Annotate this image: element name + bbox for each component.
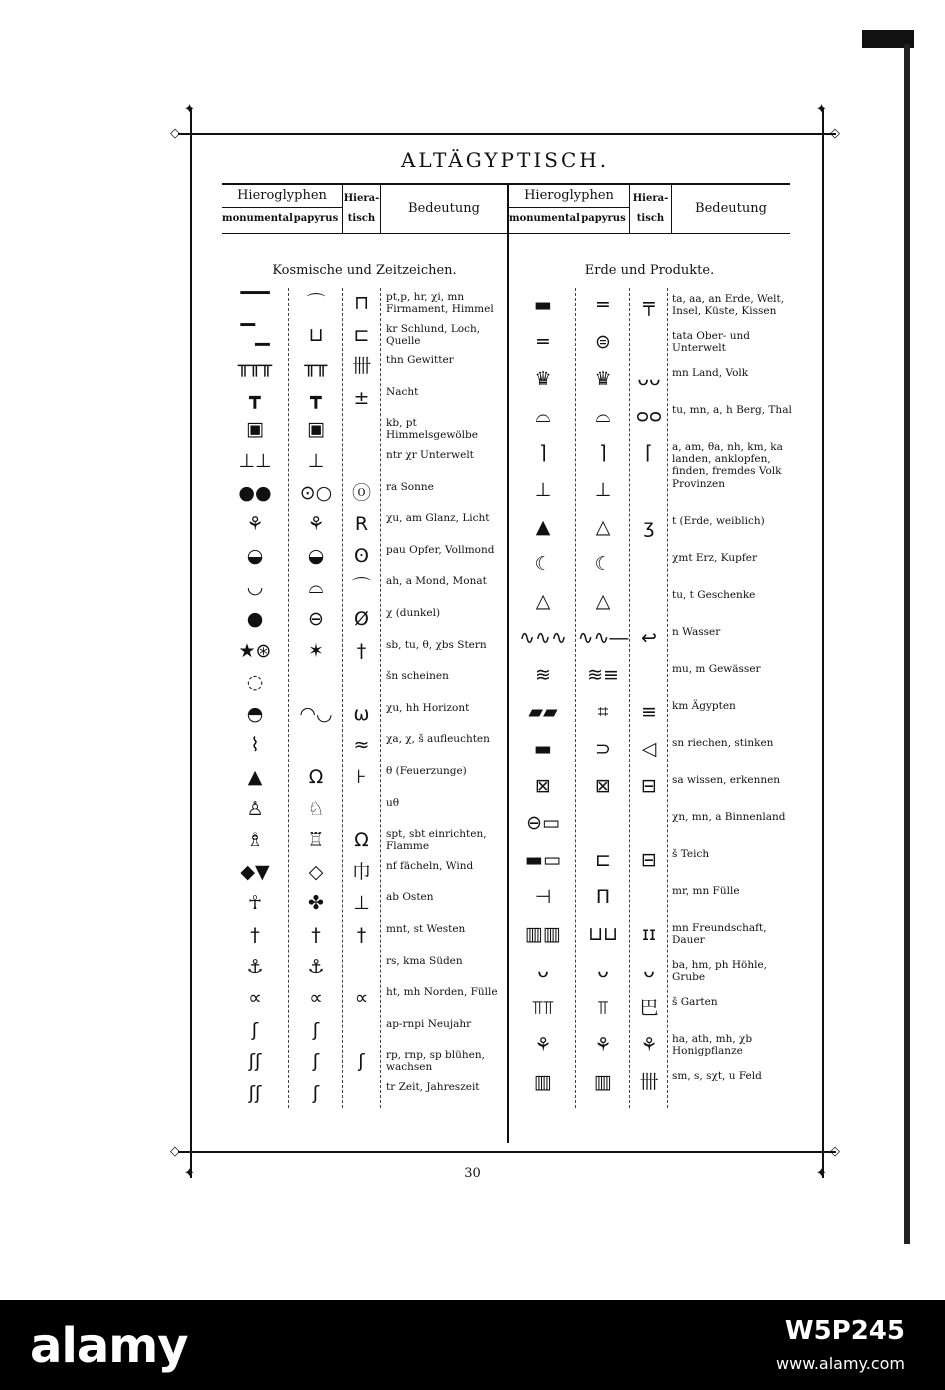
table-row bbox=[0, 292, 945, 318]
header-tisch: tisch bbox=[636, 213, 665, 224]
hieratic-glyph: ⌒ bbox=[351, 576, 371, 599]
table-row bbox=[0, 1032, 945, 1058]
monumental-glyph: ◓ bbox=[246, 702, 264, 725]
meaning-text: χa, χ, š aufleuchten bbox=[386, 733, 490, 746]
hieratic-glyph: ʒ bbox=[643, 516, 655, 538]
monumental-glyph: ▬▭ bbox=[525, 849, 561, 871]
papyrus-glyph: ╥╥ bbox=[304, 355, 328, 378]
hieratic-glyph: ≡ bbox=[641, 701, 657, 723]
meaning-text: mnt, st Westen bbox=[386, 923, 466, 935]
papyrus-glyph: ♛ bbox=[594, 368, 612, 390]
monumental-glyph: ◡ bbox=[246, 576, 264, 599]
table-row bbox=[0, 921, 945, 947]
table-row bbox=[0, 477, 945, 503]
monumental-glyph: ╥╥╥ bbox=[237, 355, 273, 378]
meaning-text: mn Land, Volk bbox=[672, 367, 749, 379]
papyrus-glyph: ⌉ bbox=[599, 442, 607, 464]
table-row bbox=[0, 736, 945, 762]
monumental-glyph: ʃ bbox=[251, 1018, 259, 1041]
hieratic-glyph: ɪɪ bbox=[641, 923, 657, 945]
papyrus-glyph: ʃ bbox=[312, 1018, 320, 1041]
header-tisch: tisch bbox=[347, 213, 376, 224]
monumental-glyph: ═ bbox=[537, 331, 549, 353]
monumental-glyph: ┳ bbox=[249, 386, 261, 409]
hieratic-glyph: † bbox=[356, 924, 367, 946]
papyrus-glyph: △ bbox=[595, 590, 611, 612]
monumental-glyph: ♛ bbox=[534, 368, 552, 390]
meaning-text: ba, hm, ph Höhle, Grube bbox=[672, 959, 768, 983]
monumental-glyph: ⚓ bbox=[246, 955, 264, 978]
meaning-text: ha, ath, mh, χb Honigpflanze bbox=[672, 1033, 753, 1057]
header-hieroglyphen: Hieroglyphen bbox=[237, 188, 327, 203]
header-hiera: Hiera- bbox=[343, 193, 380, 204]
monumental-glyph: ★⊛ bbox=[238, 639, 272, 662]
meaning-text: mr, mn Fülle bbox=[672, 885, 740, 897]
frame-top-border bbox=[178, 133, 836, 135]
papyrus-glyph: ◠◡ bbox=[299, 702, 333, 725]
page-title: ALTÄGYPTISCH. bbox=[400, 148, 610, 172]
monumental-glyph: △ bbox=[535, 590, 551, 612]
meaning-text: km Ägypten bbox=[672, 700, 736, 712]
monumental-glyph: ⫪⫪ bbox=[532, 997, 554, 1019]
monumental-glyph: ◌ bbox=[246, 671, 264, 694]
hieratic-glyph: 巴 bbox=[639, 997, 659, 1019]
hieratic-glyph: ⊓ bbox=[354, 292, 369, 314]
hieratic-glyph: ᴗ bbox=[643, 960, 655, 982]
meaning-text: mn Freundschaft, Dauer bbox=[672, 922, 767, 946]
hieratic-glyph: Ω bbox=[354, 829, 369, 852]
papyrus-glyph: ⌗ bbox=[597, 701, 609, 723]
meaning-text: Nacht bbox=[386, 385, 419, 398]
papyrus-glyph: Π bbox=[595, 886, 611, 908]
monumental-glyph: ⚘ bbox=[246, 513, 264, 536]
monumental-glyph: ⌓ bbox=[535, 405, 551, 427]
hieratic-glyph: 卌 bbox=[351, 355, 371, 378]
hieratic-glyph: ± bbox=[353, 386, 370, 409]
table-row bbox=[0, 810, 945, 836]
monumental-glyph: ▰▰ bbox=[528, 701, 558, 723]
meaning-text: ap-rnpi Neujahr bbox=[386, 1017, 472, 1030]
monumental-glyph: ● bbox=[246, 608, 264, 630]
hieratic-glyph: ᴗᴗ bbox=[637, 368, 661, 390]
table-row bbox=[0, 329, 945, 355]
papyrus-glyph: ∿∿― bbox=[577, 627, 629, 649]
hieratic-glyph: † bbox=[356, 639, 367, 662]
meaning-text: š Garten bbox=[672, 996, 718, 1008]
monumental-glyph: ◆▼ bbox=[240, 860, 270, 883]
meaning-text: rs, kma Süden bbox=[386, 954, 463, 967]
corner-ornament: ✦ bbox=[816, 102, 827, 117]
papyrus-glyph: ⊖ bbox=[308, 608, 324, 630]
papyrus-glyph: † bbox=[311, 924, 321, 946]
section-title-left: Kosmische und Zeitzeichen. bbox=[272, 263, 457, 278]
meaning-text: ab Osten bbox=[386, 891, 434, 904]
meaning-text: χ (dunkel) bbox=[386, 607, 441, 619]
papyrus-glyph: ⊙○ bbox=[299, 481, 333, 504]
papyrus-glyph: ◇ bbox=[308, 860, 324, 883]
monumental-glyph: ♗ bbox=[246, 829, 264, 852]
papyrus-glyph: ◒ bbox=[307, 544, 325, 567]
table-row bbox=[0, 773, 945, 799]
papyrus-glyph: ✶ bbox=[308, 639, 324, 662]
header-monumental: monumental bbox=[509, 213, 580, 224]
papyrus-glyph: ʃ bbox=[312, 1082, 320, 1104]
meaning-text: tr Zeit, Jahreszeit bbox=[386, 1081, 480, 1093]
meaning-text: a, am, θa, nh, km, ka landen, anklopfen, finden, fremdes Volk bbox=[672, 441, 783, 477]
hieratic-glyph: ⊥ bbox=[353, 892, 370, 915]
monumental-glyph: ʃʃ bbox=[248, 1050, 262, 1073]
monumental-glyph: ▔▁ bbox=[240, 323, 270, 346]
hieratic-glyph: R bbox=[354, 513, 369, 536]
meaning-text: nf fächeln, Wind bbox=[386, 859, 474, 872]
table-row bbox=[0, 403, 945, 429]
papyrus-glyph: ⊜ bbox=[595, 331, 611, 353]
table-row bbox=[0, 884, 945, 910]
monumental-glyph: ▬ bbox=[534, 738, 552, 760]
header-bedeutung: Bedeutung bbox=[408, 201, 480, 216]
meaning-text: spt, sbt einrichten, Flamme bbox=[386, 828, 487, 853]
monumental-glyph: ⌇ bbox=[250, 734, 260, 757]
page-number: 30 bbox=[464, 1166, 481, 1181]
meaning-text: pau Opfer, Vollmond bbox=[386, 543, 495, 556]
table-row bbox=[0, 847, 945, 873]
papyrus-glyph: ⚘ bbox=[594, 1034, 612, 1056]
monumental-glyph: ≋ bbox=[535, 664, 551, 686]
papyrus-glyph: ⊠ bbox=[595, 775, 611, 797]
meaning-text: θ (Feuerzunge) bbox=[386, 765, 467, 777]
papyrus-glyph: ⌓ bbox=[595, 405, 611, 427]
meaning-text: sb, tu, θ, χbs Stern bbox=[386, 638, 487, 651]
hieratic-glyph: ↩ bbox=[641, 627, 657, 649]
hieratic-glyph: ╤ bbox=[643, 294, 655, 316]
papyrus-glyph: ▣ bbox=[307, 418, 325, 441]
papyrus-glyph: ☾ bbox=[594, 553, 612, 575]
papyrus-glyph: ┳ bbox=[310, 386, 322, 409]
monumental-glyph: ᴗ bbox=[537, 960, 549, 982]
table-row bbox=[0, 995, 945, 1021]
table-row bbox=[0, 958, 945, 984]
meaning-text: thn Gewitter bbox=[386, 354, 454, 367]
papyrus-glyph: ʃ bbox=[312, 1050, 320, 1073]
meaning-text: šn scheinen bbox=[386, 670, 449, 683]
papyrus-glyph: ᴗ bbox=[597, 960, 609, 982]
hieratic-glyph: 卌 bbox=[639, 1071, 659, 1093]
monumental-glyph: ●● bbox=[238, 481, 272, 504]
monumental-glyph: ▲ bbox=[535, 516, 551, 538]
meaning-text: χn, mn, a Binnenland bbox=[672, 811, 786, 823]
meaning-text: ah, a Mond, Monat bbox=[386, 575, 487, 588]
table-header-mid-rule bbox=[509, 207, 629, 208]
papyrus-glyph: ♘ bbox=[307, 797, 325, 820]
hieratic-glyph: ⚘ bbox=[640, 1034, 658, 1056]
papyrus-glyph: ⊃ bbox=[595, 738, 611, 760]
frame-bottom-border bbox=[178, 1151, 836, 1153]
monumental-glyph: ⊥ bbox=[534, 479, 552, 501]
papyrus-glyph: ⌓ bbox=[308, 576, 324, 599]
monumental-glyph: ⌉ bbox=[539, 442, 547, 464]
monumental-glyph: ▥ bbox=[534, 1071, 552, 1093]
papyrus-glyph: ⊔⊔ bbox=[588, 923, 618, 945]
hieratic-glyph: ⌈ bbox=[645, 442, 653, 464]
papyrus-glyph: ⊥ bbox=[307, 450, 325, 472]
table-row bbox=[0, 699, 945, 725]
monumental-glyph: ☾ bbox=[534, 553, 552, 575]
meaning-text: χu, am Glanz, Licht bbox=[386, 512, 490, 525]
hieratic-glyph: ⊏ bbox=[353, 323, 370, 346]
meaning-text: sn riechen, stinken bbox=[672, 737, 774, 749]
papyrus-glyph: ⚘ bbox=[307, 513, 325, 536]
hieratic-glyph: ʘ bbox=[354, 544, 369, 567]
corner-ornament: ◇ bbox=[170, 1144, 180, 1159]
table-row bbox=[0, 366, 945, 392]
table-row bbox=[0, 551, 945, 577]
meaning-text: χmt Erz, Kupfer bbox=[672, 552, 757, 564]
papyrus-glyph: ✤ bbox=[308, 892, 324, 915]
hieratic-glyph: ʃ bbox=[358, 1050, 365, 1073]
meaning-text: pt,p, hr, χi, mn Firmament, Himmel bbox=[386, 291, 494, 315]
corner-ornament: ◇ bbox=[830, 126, 840, 141]
table-header-bottom-rule bbox=[222, 233, 790, 234]
table-row bbox=[0, 588, 945, 614]
papyrus-glyph: ═ bbox=[597, 294, 609, 316]
monumental-glyph: ⊖▭ bbox=[526, 812, 560, 834]
monumental-glyph: ∝ bbox=[248, 987, 262, 1010]
header-hiera: Hiera- bbox=[632, 193, 669, 204]
hieratic-glyph: Ø bbox=[354, 608, 369, 630]
meaning-text: ra Sonne bbox=[386, 480, 434, 493]
papyrus-glyph: ⊥ bbox=[594, 479, 612, 501]
monumental-glyph: ♙ bbox=[246, 797, 264, 820]
header-papyrus: papyrus bbox=[581, 213, 626, 224]
image-id: W5P245 bbox=[784, 1316, 905, 1346]
meaning-text: ht, mh Norden, Fülle bbox=[386, 986, 498, 999]
papyrus-glyph: ≋≡ bbox=[587, 664, 619, 686]
header-bedeutung: Bedeutung bbox=[695, 201, 767, 216]
papyrus-glyph: ⊏ bbox=[595, 849, 611, 871]
monumental-glyph: ⊥⊥ bbox=[238, 450, 272, 472]
hieratic-glyph: ⊟ bbox=[641, 775, 657, 797]
meaning-text: sm, s, sχt, u Feld bbox=[672, 1070, 762, 1082]
hieratic-glyph: ᴑᴑ bbox=[636, 405, 662, 427]
table-row bbox=[0, 1069, 945, 1095]
papyrus-glyph: ⌒ bbox=[306, 292, 326, 314]
watermark-banner bbox=[0, 1300, 945, 1390]
corner-ornament: ✦ bbox=[184, 1166, 195, 1181]
papyrus-glyph: ⫪ bbox=[597, 997, 609, 1019]
papyrus-glyph: ♖ bbox=[307, 829, 325, 852]
meaning-text: n Wasser bbox=[672, 626, 721, 638]
hieratic-glyph: ⊟ bbox=[641, 849, 657, 871]
meaning-text: š Teich bbox=[672, 848, 710, 860]
corner-ornament: ✦ bbox=[184, 102, 195, 117]
meaning-text: ntr χr Unterwelt bbox=[386, 449, 474, 461]
meaning-text: sa wissen, erkennen bbox=[672, 774, 781, 786]
monumental-glyph: ▔▔ bbox=[240, 292, 270, 314]
meaning-text: kb, pt Himmelsgewölbe bbox=[386, 417, 478, 442]
meaning-text: tu, t Geschenke bbox=[672, 589, 756, 601]
papyrus-glyph: ⊔ bbox=[308, 323, 324, 346]
meaning-text: mu, m Gewässer bbox=[672, 663, 761, 675]
monumental-glyph: ⊠ bbox=[535, 775, 551, 797]
header-hieroglyphen: Hieroglyphen bbox=[524, 188, 614, 203]
meaning-text: kr Schlund, Loch, Quelle bbox=[386, 322, 481, 347]
papyrus-glyph: △ bbox=[595, 516, 611, 538]
meaning-text: tata Ober- und Unterwelt bbox=[672, 330, 750, 354]
corner-ornament: ◇ bbox=[830, 1144, 840, 1159]
meaning-text: uθ bbox=[386, 796, 400, 809]
meaning-text: Provinzen bbox=[672, 478, 725, 490]
monumental-glyph: ▬ bbox=[534, 294, 552, 316]
meaning-text: ta, aa, an Erde, Welt, Insel, Küste, Kissen bbox=[672, 293, 785, 317]
hieratic-glyph: ≈ bbox=[353, 734, 370, 757]
papyrus-glyph: Ω bbox=[308, 766, 324, 788]
header-papyrus: papyrus bbox=[293, 213, 339, 224]
meaning-text: χu, hh Horizont bbox=[386, 701, 470, 714]
table-row bbox=[0, 662, 945, 688]
table-header-mid-rule bbox=[222, 207, 342, 208]
hieratic-glyph: 巾 bbox=[351, 860, 371, 883]
monumental-glyph: † bbox=[250, 924, 260, 946]
monumental-glyph: ☥ bbox=[247, 892, 263, 915]
monumental-glyph: ⊣ bbox=[534, 886, 552, 908]
corner-ornament: ✦ bbox=[816, 1166, 827, 1181]
brand-url: www.alamy.com bbox=[776, 1354, 905, 1373]
hieratic-glyph: ω bbox=[353, 702, 370, 725]
table-header-top-rule bbox=[222, 183, 790, 185]
table-row bbox=[0, 625, 945, 651]
monumental-glyph: ʃʃ bbox=[248, 1082, 262, 1104]
hieratic-glyph: ⊦ bbox=[356, 766, 367, 788]
meaning-text: t (Erde, weiblich) bbox=[672, 515, 765, 527]
table-row bbox=[0, 514, 945, 540]
papyrus-glyph: ⚓ bbox=[307, 955, 325, 978]
table-row bbox=[0, 440, 945, 477]
meaning-text: tu, mn, a, h Berg, Thal bbox=[672, 404, 792, 416]
hieratic-glyph: ∝ bbox=[354, 987, 369, 1010]
monumental-glyph: ⚘ bbox=[534, 1034, 552, 1056]
hieratic-glyph: ◁ bbox=[641, 738, 657, 760]
brand-logo: alamy bbox=[30, 1318, 188, 1374]
monumental-glyph: ◒ bbox=[246, 544, 264, 567]
monumental-glyph: ∿∿∿ bbox=[519, 627, 567, 649]
hieratic-glyph: ⓞ bbox=[351, 481, 371, 504]
section-title-right: Erde und Produkte. bbox=[584, 263, 715, 278]
monumental-glyph: ▥▥ bbox=[525, 923, 561, 945]
header-monumental: monumental bbox=[222, 213, 293, 224]
papyrus-glyph: ▥ bbox=[594, 1071, 612, 1093]
monumental-glyph: ▣ bbox=[246, 418, 264, 441]
meaning-text: rp, rnp, sp blühen, wachsen bbox=[386, 1049, 485, 1074]
papyrus-glyph: ∝ bbox=[309, 987, 323, 1010]
corner-ornament: ◇ bbox=[170, 126, 180, 141]
monumental-glyph: ▲ bbox=[247, 766, 263, 788]
